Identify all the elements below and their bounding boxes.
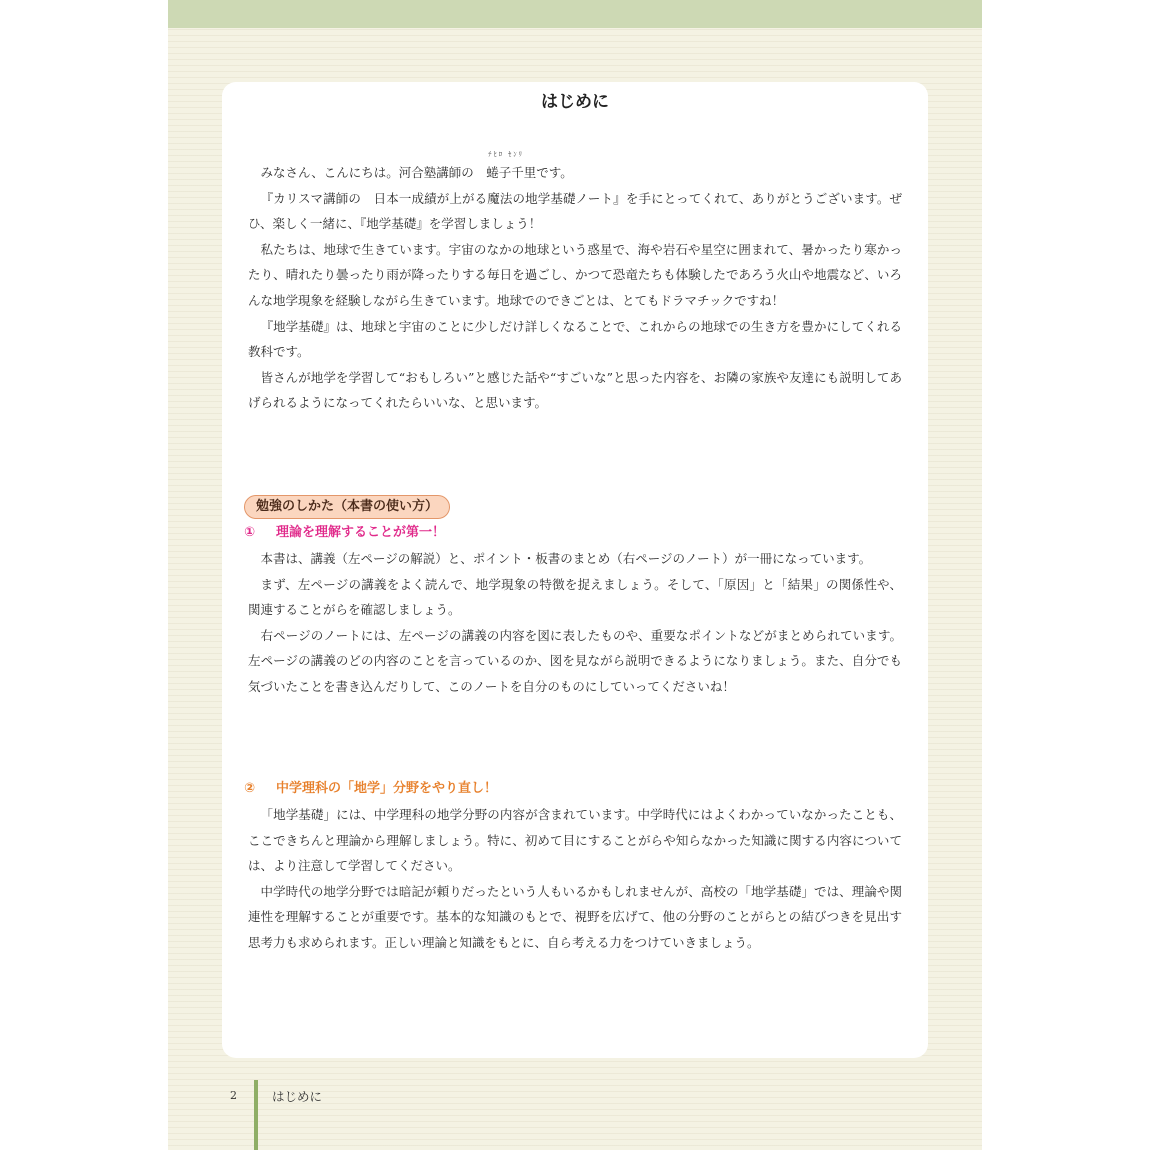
content-card (222, 82, 928, 1058)
page-title: はじめに (541, 92, 609, 112)
subheading-1 (244, 524, 445, 542)
section-1-paragraph-1: 本書は、講義（左ページの解説）と、ポイント・板書のまとめ（右ページのノート）が一冊になっています。 (260, 551, 872, 566)
section-2-paragraph-1: 「地学基礎」には、中学理科の地学分野の内容が含まれています。中学時代にはよくわかっていなかったことも、ここできちんと理論から理解しましょう。特に、初めて目にすることがらや知らなかった知識に関する内容については、より注意して学習してください。 (248, 807, 902, 874)
author-ruby: ﾁﾋﾛ ｾﾝﾘ (488, 150, 524, 158)
intro-paragraph-1: みなさん、こんにちは。河合塾講師の ﾁﾋﾛ ｾﾝﾘ 蜷子千里です。 (248, 160, 902, 186)
intro-paragraph-5: 皆さんが地学を学習して“おもしろい”と感じた話や“すごいな”と思った内容を、お隣の家族や友達にも説明してあげられるようになってくれたらいいな、と思います。 (248, 369, 902, 411)
author-name: ﾁﾋﾛ ｾﾝﾘ 蜷子千里 (474, 160, 537, 186)
intro-paragraph-3: 私たちは、地球で生きています。宇宙のなかの地球という惑星で、海や岩石や星空に囲まれて、暑かったり寒かったり、晴れたり曇ったり雨が降ったりする毎日を過ごし、かつて恐竜たちも体験したであろう火山や地震など、いろんな地学現象を経験しながら生きています。地球でのできごとは、とてもドラマチックですね！ (248, 241, 902, 308)
subheading-1-number: ① (244, 525, 256, 540)
intro-text (248, 150, 902, 416)
book-page (168, 0, 982, 1150)
subheading-2 (244, 780, 497, 798)
top-color-band (168, 0, 982, 28)
page-number: 2 (230, 1089, 237, 1102)
intro-paragraph-2: 『カリスマ講師の 日本一成績が上がる魔法の地学基礎ノート』を手にとってくれて、ありがとうございます。ぜひ、楽しく一緒に、『地学基礎』を学習しましょう！ (248, 190, 902, 232)
footer-chapter-label: はじめに (272, 1089, 323, 1104)
intro-paragraph-4: 『地学基礎』は、地球と宇宙のことに少しだけ詳しくなることで、これからの地球での生き方を豊かにしてくれる教科です。 (248, 318, 902, 360)
subheading-1-title: 理論を理解することが第一！ (276, 525, 446, 540)
footer-divider-bar (254, 1080, 258, 1150)
section-tag-how-to-study: 勉強のしかた（本書の使い方） (244, 495, 450, 519)
section-1-paragraph-3: 右ページのノートには、左ページの講義の内容を図に表したものや、重要なポイントなどがまとめられています。左ページの講義のどの内容のことを言っているのか、図を見ながら説明できるようになりましょう。また、自分でも気づいたことを書き込んだりして、このノートを自分のものにしていってくださいね！ (248, 627, 902, 694)
section-1-text (248, 546, 902, 700)
subheading-2-title: 中学理科の「地学」分野をやり直し！ (276, 781, 498, 796)
section-1-paragraph-2: まず、左ページの講義をよく読んで、地学現象の特徴を捉えましょう。そして、「原因」と「結果」の関係性や、関連することがらを確認しましょう。 (248, 576, 902, 618)
section-2-text (248, 802, 902, 956)
subheading-2-number: ② (244, 781, 256, 796)
section-2-paragraph-2: 中学時代の地学分野では暗記が頼りだったという人もいるかもしれませんが、高校の「地学基礎」では、理論や関連性を理解することが重要です。基本的な知識のもとで、視野を広げて、他の分野のことがらとの結びつきを見出す思考力も求められます。正しい理論と知識をもとに、自ら考える力をつけていきましょう。 (248, 883, 902, 950)
